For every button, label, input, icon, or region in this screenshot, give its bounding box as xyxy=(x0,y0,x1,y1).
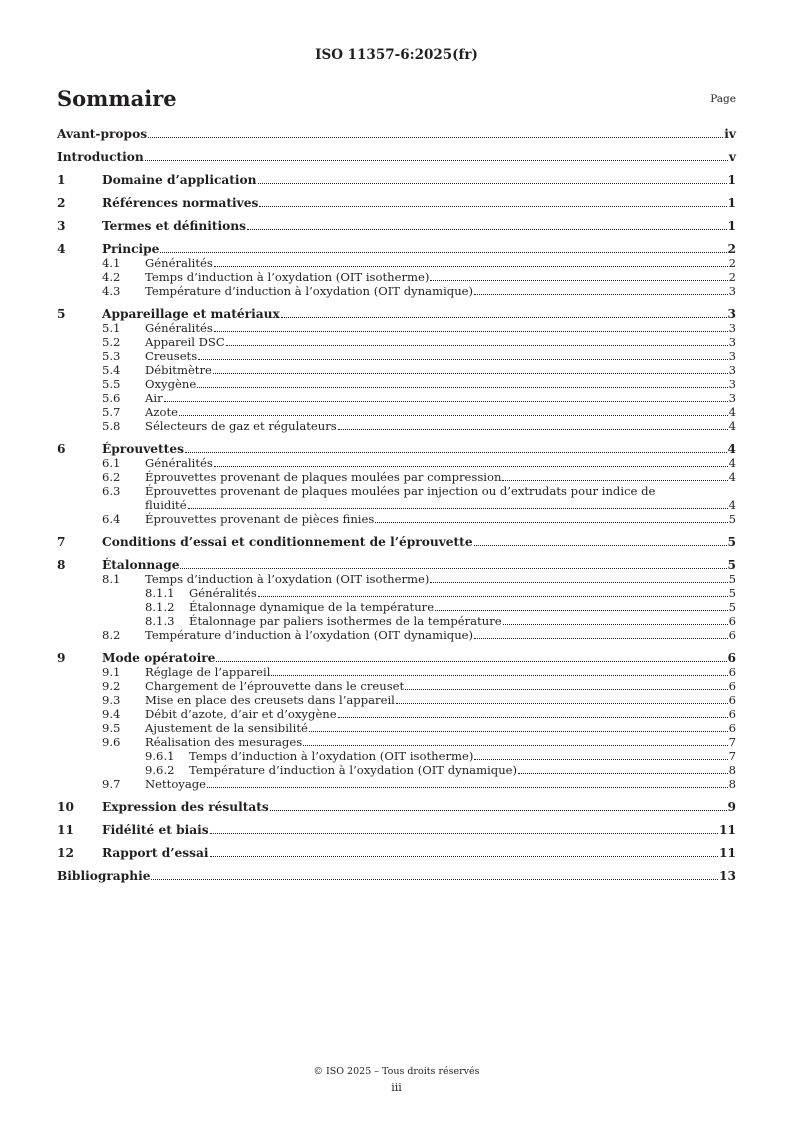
toc-entry[interactable] xyxy=(57,823,736,837)
toc-entry[interactable] xyxy=(57,377,736,391)
toc-entry-number: 8.1 xyxy=(102,572,121,586)
toc-entry-number: 5.5 xyxy=(102,377,121,391)
dot-leader xyxy=(210,856,718,857)
dot-leader xyxy=(185,452,727,453)
toc-entry-number: 9.6.1 xyxy=(145,749,175,763)
toc-entry-number: 9.7 xyxy=(102,777,121,791)
dot-leader xyxy=(303,745,727,746)
toc-entry[interactable] xyxy=(57,363,736,377)
toc-entry-page: 2 xyxy=(728,270,736,284)
dot-leader xyxy=(309,731,728,732)
toc-entry-page: 3 xyxy=(728,349,736,363)
dot-leader xyxy=(216,661,726,662)
dot-leader xyxy=(179,415,728,416)
toc-entry-page: 6 xyxy=(728,707,736,721)
toc-entry-title: Étalonnage par paliers isothermes de la température xyxy=(189,614,502,628)
toc-entry-title: Généralités xyxy=(189,586,257,600)
toc-entry[interactable] xyxy=(57,707,736,721)
toc-entry-number: 5 xyxy=(57,307,66,321)
dot-leader xyxy=(474,294,728,295)
toc-entry-title: Éprouvettes xyxy=(102,442,184,456)
toc-entry-page: 13 xyxy=(719,869,736,883)
toc-entry[interactable] xyxy=(57,307,736,321)
toc-entry-title: Éprouvettes provenant de plaques moulées par compression xyxy=(145,470,502,484)
toc-entry-page: 3 xyxy=(728,335,736,349)
toc-entry-page: 5 xyxy=(728,512,736,526)
document-id-header: ISO 11357-6:2025(fr) xyxy=(315,47,478,63)
toc-entry-page: 3 xyxy=(728,363,736,377)
toc-entry-page: 2 xyxy=(728,256,736,270)
toc-entry-page: 4 xyxy=(728,498,736,512)
toc-entry-text-line: Éprouvettes provenant de plaques moulées par injection ou d’extrudats pour indice de xyxy=(145,484,656,498)
toc-entry-page: 3 xyxy=(728,321,736,335)
toc-entry-page: 1 xyxy=(727,173,736,187)
toc-entry-number: 5.4 xyxy=(102,363,121,377)
toc-entry-page: 3 xyxy=(728,377,736,391)
toc-entry-page: 4 xyxy=(728,419,736,433)
dot-leader xyxy=(180,568,726,569)
toc-entry-number: 5.1 xyxy=(102,321,121,335)
dot-leader xyxy=(210,833,718,834)
toc-entry[interactable] xyxy=(57,219,736,233)
toc-entry-title: Généralités xyxy=(145,456,213,470)
toc-entry-number: 5.6 xyxy=(102,391,121,405)
toc-entry-title: Creusets xyxy=(145,349,198,363)
dot-leader xyxy=(338,429,728,430)
toc-entry-number: 4.2 xyxy=(102,270,121,284)
toc-entry-number: 9 xyxy=(57,651,66,665)
toc-entry-number: 6 xyxy=(57,442,66,456)
toc-entry[interactable] xyxy=(57,679,736,693)
toc-entry-title: Ajustement de la sensibilité xyxy=(145,721,308,735)
toc-entry-page: 8 xyxy=(728,777,736,791)
dot-leader xyxy=(474,759,727,760)
toc-entry-number: 8.1.1 xyxy=(145,586,175,600)
toc-entry[interactable] xyxy=(57,442,736,456)
toc-entry[interactable] xyxy=(57,777,736,791)
dot-leader xyxy=(435,610,728,611)
toc-entry-page: 4 xyxy=(727,442,736,456)
dot-leader xyxy=(258,596,728,597)
dot-leader xyxy=(207,787,728,788)
toc-entry[interactable] xyxy=(57,242,736,256)
toc-entry[interactable] xyxy=(57,869,736,883)
toc-entry[interactable] xyxy=(57,419,736,433)
toc-entry[interactable] xyxy=(57,586,736,600)
toc-entry-title: Expression des résultats xyxy=(102,800,269,814)
toc-entry[interactable] xyxy=(57,335,736,349)
dot-leader xyxy=(197,387,727,388)
dot-leader xyxy=(214,466,728,467)
toc-entry-page: 6 xyxy=(728,679,736,693)
toc-entry-page: v xyxy=(728,150,736,164)
toc-entry-number: 4.1 xyxy=(102,256,121,270)
dot-leader xyxy=(214,266,728,267)
toc-entry[interactable] xyxy=(57,651,736,665)
toc-entry-title: Oxygène xyxy=(145,377,197,391)
dot-leader xyxy=(281,317,727,318)
toc-entry-number: 2 xyxy=(57,196,66,210)
toc-entry[interactable] xyxy=(57,127,736,141)
toc-entry-title: Température d’induction à l’oxydation (OIT dynamique) xyxy=(145,284,474,298)
toc-entry-title: Bibliographie xyxy=(57,869,151,883)
toc-entry[interactable] xyxy=(57,270,736,284)
dot-leader xyxy=(247,229,727,230)
toc-entry-title: Réglage de l’appareil xyxy=(145,665,271,679)
toc-entry[interactable] xyxy=(57,321,736,335)
toc-entry-number: 8.1.2 xyxy=(145,600,175,614)
toc-entry[interactable] xyxy=(57,721,736,735)
dot-leader xyxy=(502,480,727,481)
toc-entry[interactable] xyxy=(57,693,736,707)
toc-entry-page: 5 xyxy=(727,535,736,549)
toc-entry-page: 1 xyxy=(727,219,736,233)
toc-entry[interactable] xyxy=(57,600,736,614)
toc-entry[interactable] xyxy=(57,512,736,526)
toc-entry-page: 9 xyxy=(727,800,736,814)
dot-leader xyxy=(164,401,728,402)
toc-entry-page: 5 xyxy=(728,572,736,586)
toc-entry-title: Généralités xyxy=(145,256,213,270)
toc-entry-title: Rapport d’essai xyxy=(102,846,209,860)
toc-entry-number: 6.2 xyxy=(102,470,121,484)
toc-entry-title: Débit d’azote, d’air et d’oxygène xyxy=(145,707,337,721)
toc-entry[interactable] xyxy=(57,614,736,628)
copyright-footer: © ISO 2025 – Tous droits réservés xyxy=(313,1066,480,1077)
toc-entry-page: iv xyxy=(724,127,736,141)
toc-entry-number: 6.4 xyxy=(102,512,121,526)
toc-entry-title: Azote xyxy=(145,405,178,419)
dot-leader xyxy=(214,331,728,332)
toc-entry-page: 3 xyxy=(728,391,736,405)
toc-entry-number: 4.3 xyxy=(102,284,121,298)
toc-entry-title: Débitmètre xyxy=(145,363,212,377)
toc-entry[interactable] xyxy=(57,763,736,777)
toc-entry-title: Nettoyage xyxy=(145,777,207,791)
dot-leader xyxy=(148,137,723,138)
toc-entry-title: Termes et définitions xyxy=(102,219,246,233)
toc-entry-page: 6 xyxy=(728,721,736,735)
toc-entry-number: 9.1 xyxy=(102,665,121,679)
toc-entry-page: 2 xyxy=(727,242,736,256)
toc-entry-number: 8 xyxy=(57,558,66,572)
toc-entry-title: Temps d’induction à l’oxydation (OIT isotherme) xyxy=(189,749,474,763)
toc-entry-title: Chargement de l’éprouvette dans le creuset xyxy=(145,679,405,693)
toc-entry-title: Air xyxy=(145,391,163,405)
toc-entry-title: Mode opératoire xyxy=(102,651,216,665)
dot-leader xyxy=(188,508,728,509)
dot-leader xyxy=(259,206,726,207)
toc-entry-page: 4 xyxy=(728,470,736,484)
toc-entry-page: 5 xyxy=(728,600,736,614)
dot-leader xyxy=(271,675,727,676)
toc-entry[interactable] xyxy=(57,349,736,363)
toc-entry-title: Généralités xyxy=(145,321,213,335)
toc-entry[interactable] xyxy=(57,735,736,749)
toc-entry-title: fluidité xyxy=(145,498,187,512)
dot-leader xyxy=(375,522,727,523)
toc-entry-page: 1 xyxy=(727,196,736,210)
toc-entry-number: 9.5 xyxy=(102,721,121,735)
toc-entry-number: 6.1 xyxy=(102,456,121,470)
toc-entry-number: 5.7 xyxy=(102,405,121,419)
toc-entry-number: 3 xyxy=(57,219,66,233)
dot-leader xyxy=(430,582,727,583)
toc-entry[interactable] xyxy=(57,470,736,484)
toc-entry-title: Introduction xyxy=(57,150,144,164)
toc-entry-title: Étalonnage xyxy=(102,558,180,572)
dot-leader xyxy=(213,373,728,374)
toc-entry-number: 9.6.2 xyxy=(145,763,175,777)
toc-entry-title: Principe xyxy=(102,242,160,256)
toc-entry-title: Avant-propos xyxy=(57,127,148,141)
toc-entry[interactable] xyxy=(57,665,736,679)
toc-entry-page: 6 xyxy=(728,628,736,642)
toc-entry-title: Étalonnage dynamique de la température xyxy=(189,600,435,614)
toc-entry-page: 4 xyxy=(728,456,736,470)
dot-leader xyxy=(258,183,727,184)
toc-entry-title: Éprouvettes provenant de pièces finies xyxy=(145,512,375,526)
toc-entry-title: Appareillage et matériaux xyxy=(102,307,280,321)
toc-entry-title: Température d’induction à l’oxydation (OIT dynamique) xyxy=(189,763,518,777)
toc-entry-number: 8.1.3 xyxy=(145,614,175,628)
toc-entry-title: Domaine d’application xyxy=(102,173,257,187)
toc-entry[interactable] xyxy=(57,558,736,572)
toc-entry-page: 7 xyxy=(728,735,736,749)
toc-entry-page: 4 xyxy=(728,405,736,419)
toc-title: Sommaire xyxy=(57,86,177,111)
toc-entry-number: 6.3 xyxy=(102,484,121,498)
toc-entry-title: Conditions d’essai et conditionnement de l’éprouvette xyxy=(102,535,473,549)
dot-leader xyxy=(396,703,728,704)
toc-entry[interactable] xyxy=(57,535,736,549)
toc-entry[interactable] xyxy=(57,628,736,642)
toc-entry-number: 1 xyxy=(57,173,66,187)
toc-entry-title: Appareil DSC xyxy=(145,335,225,349)
toc-entry-number: 11 xyxy=(57,823,74,837)
toc-entry-number: 5.3 xyxy=(102,349,121,363)
dot-leader xyxy=(430,280,727,281)
dot-leader xyxy=(151,879,718,880)
page-number: iii xyxy=(391,1081,402,1094)
toc-entry-title: Références normatives xyxy=(102,196,259,210)
toc-entry-title: Sélecteurs de gaz et régulateurs xyxy=(145,419,337,433)
toc-entry[interactable] xyxy=(57,256,736,270)
toc-entry[interactable] xyxy=(57,173,736,187)
dot-leader xyxy=(503,624,728,625)
toc-entry-number: 9.2 xyxy=(102,679,121,693)
dot-leader xyxy=(338,717,728,718)
toc-entry[interactable] xyxy=(57,405,736,419)
toc-entry-page: 6 xyxy=(728,614,736,628)
toc-entry-number: 8.2 xyxy=(102,628,121,642)
toc-entry[interactable] xyxy=(57,196,736,210)
dot-leader xyxy=(198,359,727,360)
toc-entry[interactable] xyxy=(57,150,736,164)
toc-entry-page: 7 xyxy=(728,749,736,763)
toc-entry-number: 5.2 xyxy=(102,335,121,349)
dot-leader xyxy=(518,773,728,774)
toc-entry-number: 12 xyxy=(57,846,74,860)
dot-leader xyxy=(145,160,728,161)
toc-entry-page: 6 xyxy=(727,651,736,665)
toc-entry-title: Temps d’induction à l’oxydation (OIT isotherme) xyxy=(145,270,430,284)
toc-entry-page: 5 xyxy=(728,586,736,600)
dot-leader xyxy=(474,638,728,639)
toc-entry[interactable] xyxy=(57,456,736,470)
toc-entry[interactable] xyxy=(57,800,736,814)
toc-entry[interactable] xyxy=(57,391,736,405)
dot-leader xyxy=(226,345,728,346)
toc-entry-page: 3 xyxy=(727,307,736,321)
toc-entry[interactable] xyxy=(57,846,736,860)
table-of-contents xyxy=(57,127,736,883)
dot-leader xyxy=(405,689,727,690)
dot-leader xyxy=(474,545,727,546)
toc-entry-page: 5 xyxy=(727,558,736,572)
toc-entry-title: Réalisation des mesurages xyxy=(145,735,303,749)
toc-entry[interactable] xyxy=(57,284,736,298)
toc-entry-page: 6 xyxy=(728,665,736,679)
page-column-label: Page xyxy=(710,93,736,105)
toc-entry-title: Mise en place des creusets dans l’appareil xyxy=(145,693,395,707)
toc-entry-number: 9.3 xyxy=(102,693,121,707)
toc-entry-number: 9.6 xyxy=(102,735,121,749)
toc-entry-title: Température d’induction à l’oxydation (OIT dynamique) xyxy=(145,628,474,642)
toc-entry-number: 5.8 xyxy=(102,419,121,433)
toc-entry-number: 10 xyxy=(57,800,74,814)
dot-leader xyxy=(160,252,726,253)
toc-entry-number: 4 xyxy=(57,242,66,256)
toc-entry-page: 8 xyxy=(728,763,736,777)
toc-entry[interactable] xyxy=(57,572,736,586)
toc-entry-page: 11 xyxy=(719,846,736,860)
toc-entry-number: 9.4 xyxy=(102,707,121,721)
toc-entry-page: 3 xyxy=(728,284,736,298)
toc-entry-page: 11 xyxy=(719,823,736,837)
toc-entry-title: Temps d’induction à l’oxydation (OIT isotherme) xyxy=(145,572,430,586)
toc-entry-page: 6 xyxy=(728,693,736,707)
toc-entry-title: Fidélité et biais xyxy=(102,823,209,837)
toc-entry-number: 7 xyxy=(57,535,66,549)
dot-leader xyxy=(270,810,727,811)
toc-entry[interactable] xyxy=(57,749,736,763)
